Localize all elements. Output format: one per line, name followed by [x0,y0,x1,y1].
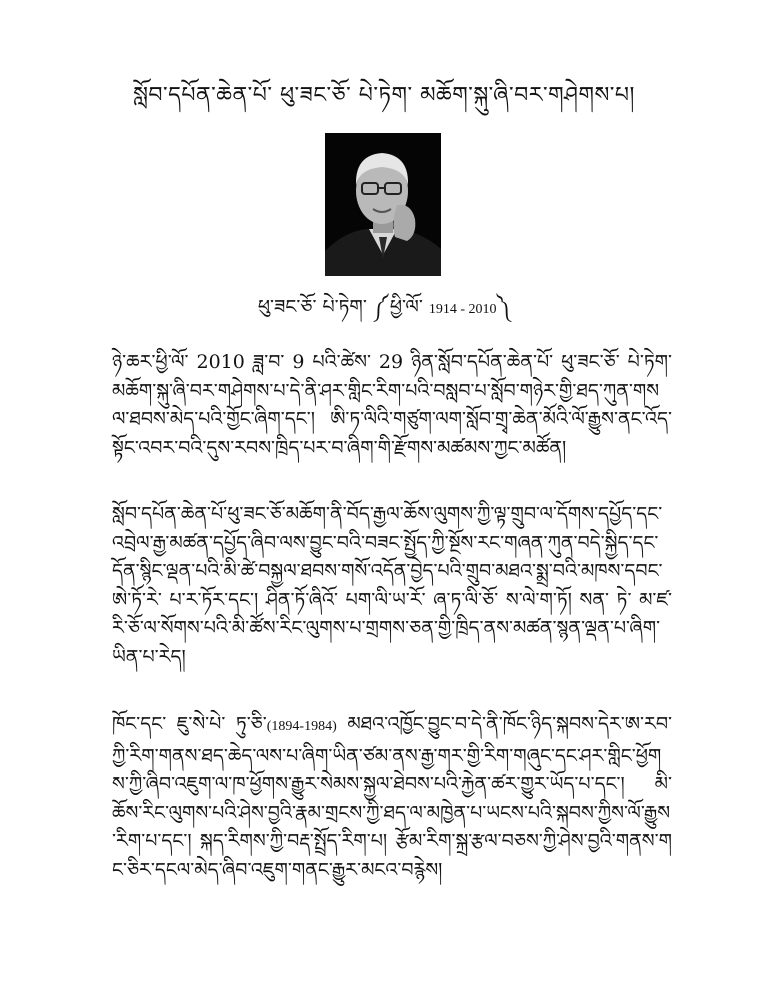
portrait-caption [60,294,708,323]
caption-year-label: ཕྱི་ལོ་ [389,296,423,318]
paragraph-3-years: (1894-1984) [266,719,337,734]
paragraph-3 [112,710,672,915]
portrait-image [325,133,441,276]
caption-name: ཕུ་ཟང་ཅོ་ པེ་ཏེག་ [257,296,367,318]
paragraph-3-text-start: ཁོང་དང་ ཇུ་སེ་པེ་ ཏུ་ཅི་ [112,713,267,735]
caption-dates: 1914 - 2010 [428,302,497,317]
paragraph-1-text: ཉེ་ཆར་ཕྱི་ལོ་ 2010 ཟླ་བ་ 9 པའི་ཚེས་ 29 ཉིན་སློབ་དཔོན་ཆེན་པོ་ ཕུ་ཟང་ཅོ་ པེ་ཏེག་ མཆོག་སྐུ་ཞི་བར་གཤེགས་པ་དེ་ནི་ཤར་གླིང་རིག་པའི་བསླབ་པ་སློབ་གཉེར་གྱི་ཐད་ཀུན་གསལ་ཐབས་མེད་པའི་གྱོང་ཞིག་དང་། ཨི་ཏ་ལིའི་གཙུག་ལག་སློབ་གྲྭ་ཆེན་མོའི་ལོ་རྒྱུས་ནང་འོད་སྟོང་འབར་བའི་དུས་རབས་ཁྲིད་པར་བ་ཞིག་གི་རྫོགས་མཚམས་ཀྱང་མཚོན། [112,351,672,459]
paragraph-1 [112,348,672,464]
paragraph-2-text: སློབ་དཔོན་ཆེན་པོ་ཕུ་ཟང་ཅོ་མཆོག་ནི་བོད་རྒྱལ་ཆོས་ལུགས་ཀྱི་ལྟ་གྲུབ་ལ་དོགས་དཔྱོད་དང་འབྲེལ་རྒྱ་མཚན་དཔྱོད་ཞིབ་ལས་བྱུང་བའི་བཟང་སྤྱོད་ཀྱི་སྔོས་རང་གཞན་ཀུན་བདེ་སྐྱིད་དང་དོན་སྙིང་ལྡན་པའི་མི་ཚེ་བསྐྱལ་ཐབས་གསོ་འདོན་བྱེད་པའི་གྲུབ་མཐའ་སྨྲ་བའི་མཁས་དབང་ཨེ་ཏོ་རེ་ པ་ར་ཏོར་དང་། ཤིན་ཏོ་ཞིའོ་ པག་ལི་ཡ་རོ་ ཞ་ཏ་ལི་ཅོ་ ས་ལེ་ག་ཏོ། སན་ ཏེ་ མ་ཛ་རི་ཅོ་ལ་སོགས་པའི་མི་ཚོས་རིང་ལུགས་པ་གྲགས་ཅན་གྱི་ཁྲིད་ནས་མཚན་སྙན་ལྡན་པ་ཞིག་ཡིན་པ་རེད། [112,503,672,668]
paragraph-2 [112,500,672,675]
portrait-photo [325,133,441,276]
page-title: སློབ་དཔོན་ཆེན་པོ་ ཕུ་ཟང་ཅོ་ པེ་ཏེག་ མཆོག་སྐུ་ཞི་བར་གཤེགས་པ། [133,83,635,108]
paragraph-3-text-end: མཐའ་འཁྱོང་བྱུང་བ་དེ་ནི་ཁོང་ཉིད་སྐབས་དེར་ཨ་རབ་ ཀྱི་རིག་གནས་ཐད་ཆེད་ལས་པ་ཞིག་ཡིན་ཙམ་ནས་རྒྱ་གར་གྱི་རིག་གཞུང་དང་ཤར་གླིང་ཕྱོགས་ཀྱི་ཞིབ་འཇུག་ལ་ཁ་ཕྱོགས་རྒྱུར་སེམས་སྐྱལ་ཐེབས་པའི་རྐྱེན་ཚར་གྱུར་ཡོད་པ་དང་། མི་ཆོས་རིང་ལུགས་པའི་ཤེས་བྱའི་རྣམ་གྲངས་ཀྱི་ཐད་ལ་མཁྱེན་པ་ཡངས་པའི་སྐབས་ཀྱིས་ལོ་རྒྱུས་རིག་པ་དང་། སྐད་རིགས་ཀྱི་བརྡ་སྤྲོད་རིག་པ། རྩོམ་རིག་སྐྲ་རྩལ་བཅས་ཀྱི་ཤེས་བྱའི་གནས་གང་ཅིར་དངལ་མེད་ཞིབ་འཇུག་གནང་རྒྱུར་མངའ་བརྙེས། [112,713,672,881]
caption-open-bracket: ༼ [372,296,390,318]
caption-close-bracket: ༽ [496,296,511,318]
